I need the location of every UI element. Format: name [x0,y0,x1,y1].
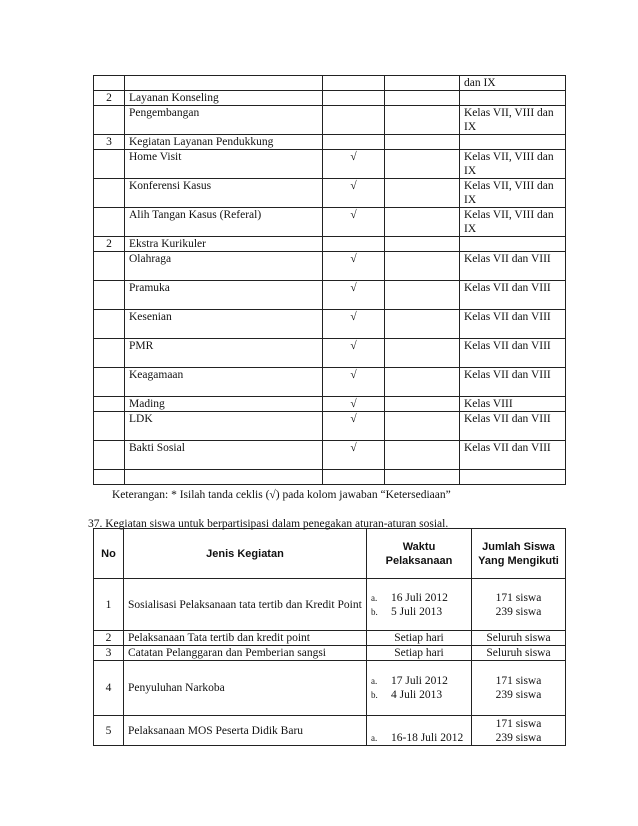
jumlah-line: 171 siswa [495,717,542,730]
row-ket: Kelas VII dan VIII [460,412,566,441]
row-item: Pramuka [125,281,323,310]
row-check [323,135,385,150]
jumlah-line: 239 siswa [495,689,542,701]
jumlah-line: 239 siswa [495,731,542,744]
jumlah-line: 171 siswa [495,591,542,604]
row-item: LDK [125,412,323,441]
header-no: No [94,529,124,579]
row-number [94,470,125,485]
row-kegiatan: Pelaksanaan Tata tertib dan kredit point [124,631,367,646]
row-number: 4 [94,661,124,716]
table-row [94,631,566,646]
row-empty-cell [385,106,460,135]
row-check: √ [323,179,385,208]
row-check [323,470,385,485]
table-row [94,208,566,237]
row-number: 2 [94,237,125,252]
row-item: Pengembangan [125,106,323,135]
row-waktu [367,661,472,716]
row-item: Layanan Konseling [125,91,323,106]
row-ket: Kelas VII dan VIII [460,252,566,281]
row-number [94,76,125,91]
header-kegiatan: Jenis Kegiatan [124,529,367,579]
row-item: Bakti Sosial [125,441,323,470]
row-number [94,252,125,281]
row-item: Keagamaan [125,368,323,397]
row-empty-cell [385,252,460,281]
row-check: √ [323,281,385,310]
table-row [94,150,566,179]
row-jumlah [472,646,566,661]
row-ket: Kelas VII dan VIII [460,310,566,339]
table-row [94,646,566,661]
header-jumlah: Jumlah Siswa Yang Mengikuti [472,529,566,579]
row-item: Kegiatan Layanan Pendukkung [125,135,323,150]
row-check: √ [323,252,385,281]
row-empty-cell [385,150,460,179]
row-number [94,339,125,368]
row-number [94,106,125,135]
table-row [94,339,566,368]
row-item: Ekstra Kurikuler [125,237,323,252]
table-row [94,252,566,281]
jumlah-line: Seluruh siswa [486,647,551,659]
row-waktu: Setiap hari [367,646,472,661]
waktu-date: 16 Juli 2012 [391,591,448,604]
row-item: Alih Tangan Kasus (Referal) [125,208,323,237]
row-item: Kesenian [125,310,323,339]
table-row [94,76,566,91]
row-waktu [367,579,472,631]
waktu-letter: a. [371,733,378,743]
row-ket: Kelas VII dan VIII [460,441,566,470]
table-row [94,412,566,441]
row-number [94,150,125,179]
row-item [125,470,323,485]
table-row [94,106,566,135]
row-empty-cell [385,441,460,470]
table-row [94,441,566,470]
row-ket [460,470,566,485]
row-number: 3 [94,135,125,150]
table-row [94,310,566,339]
row-item: Olahraga [125,252,323,281]
row-jumlah [472,631,566,646]
header-waktu: Waktu Pelaksanaan [367,529,472,579]
row-number [94,208,125,237]
row-kegiatan: Pelaksanaan MOS Peserta Didik Baru [124,716,367,746]
row-number [94,310,125,339]
row-check [323,91,385,106]
row-item: Home Visit [125,150,323,179]
waktu-letter: b. [371,606,378,617]
row-waktu: Setiap hari [367,631,472,646]
row-item [125,76,323,91]
question-37: 37. Kegiatan siswa untuk berpartisipasi dalam penegakan aturan-aturan sosial. [88,518,449,530]
row-ket: Kelas VII dan VIII [460,281,566,310]
waktu-date: 16-18 Juli 2012 [391,732,464,744]
row-empty-cell [385,339,460,368]
row-ket: Kelas VII, VIII dan IX [460,106,566,135]
table-row [94,716,566,746]
row-item: Mading [125,397,323,412]
row-empty-cell [385,76,460,91]
waktu-letter: a. [371,592,378,603]
row-empty-cell [385,470,460,485]
table-row [94,661,566,716]
facilities-table [93,75,566,485]
row-number: 2 [94,631,124,646]
row-ket: Kelas VII dan VIII [460,339,566,368]
row-jumlah [472,716,566,746]
row-check: √ [323,368,385,397]
row-waktu [367,716,472,746]
row-check: √ [323,412,385,441]
row-check [323,237,385,252]
row-ket [460,237,566,252]
row-item: PMR [125,339,323,368]
row-empty-cell [385,310,460,339]
waktu-date: 4 Juli 2013 [391,689,443,701]
waktu-letter: b. [371,690,378,700]
row-ket: Kelas VII, VIII dan IX [460,150,566,179]
row-item: Konferensi Kasus [125,179,323,208]
row-empty-cell [385,281,460,310]
waktu-line [371,674,467,688]
table-row [94,470,566,485]
waktu-line [371,688,467,702]
row-empty-cell [385,135,460,150]
jumlah-line: 239 siswa [495,605,542,618]
waktu-line [371,591,467,605]
row-number: 5 [94,716,124,746]
row-number [94,412,125,441]
row-ket: Kelas VII, VIII dan IX [460,208,566,237]
row-ket: Kelas VIII [460,397,566,412]
row-number [94,179,125,208]
row-ket: Kelas VII dan VIII [460,368,566,397]
row-number [94,441,125,470]
row-ket: Kelas VII, VIII dan IX [460,179,566,208]
row-empty-cell [385,179,460,208]
row-ket [460,135,566,150]
jumlah-line: 171 siswa [495,675,542,687]
row-check [323,106,385,135]
row-ket: dan IX [460,76,566,91]
activities-table [93,528,566,746]
table-row [94,579,566,631]
row-empty-cell [385,368,460,397]
row-check: √ [323,310,385,339]
waktu-date: 5 Juli 2013 [391,605,443,618]
row-number [94,397,125,412]
row-number: 2 [94,91,125,106]
jumlah-line: Seluruh siswa [486,632,551,644]
waktu-date: 17 Juli 2012 [391,675,448,687]
row-number: 3 [94,646,124,661]
table-row [94,397,566,412]
row-number [94,281,125,310]
table-row [94,237,566,252]
row-empty-cell [385,412,460,441]
row-kegiatan: Sosialisasi Pelaksanaan tata tertib dan Kredit Point [124,579,367,631]
row-check: √ [323,397,385,412]
waktu-line [371,605,467,619]
row-kegiatan: Catatan Pelanggaran dan Pemberian sangsi [124,646,367,661]
table-row [94,281,566,310]
waktu-line [371,731,467,745]
row-ket [460,91,566,106]
row-number [94,368,125,397]
row-check: √ [323,441,385,470]
row-empty-cell [385,208,460,237]
row-number: 1 [94,579,124,631]
row-empty-cell [385,91,460,106]
row-jumlah [472,661,566,716]
table-row [94,135,566,150]
row-empty-cell [385,397,460,412]
row-check [323,76,385,91]
row-check: √ [323,208,385,237]
table-row [94,368,566,397]
waktu-letter: a. [371,676,378,686]
row-empty-cell [385,237,460,252]
table-note: Keterangan: * Isilah tanda ceklis (√) pada kolom jawaban “Ketersediaan” [112,489,451,501]
row-check: √ [323,150,385,179]
row-check: √ [323,339,385,368]
row-jumlah [472,579,566,631]
table-row [94,91,566,106]
row-kegiatan: Penyuluhan Narkoba [124,661,367,716]
table-row [94,179,566,208]
